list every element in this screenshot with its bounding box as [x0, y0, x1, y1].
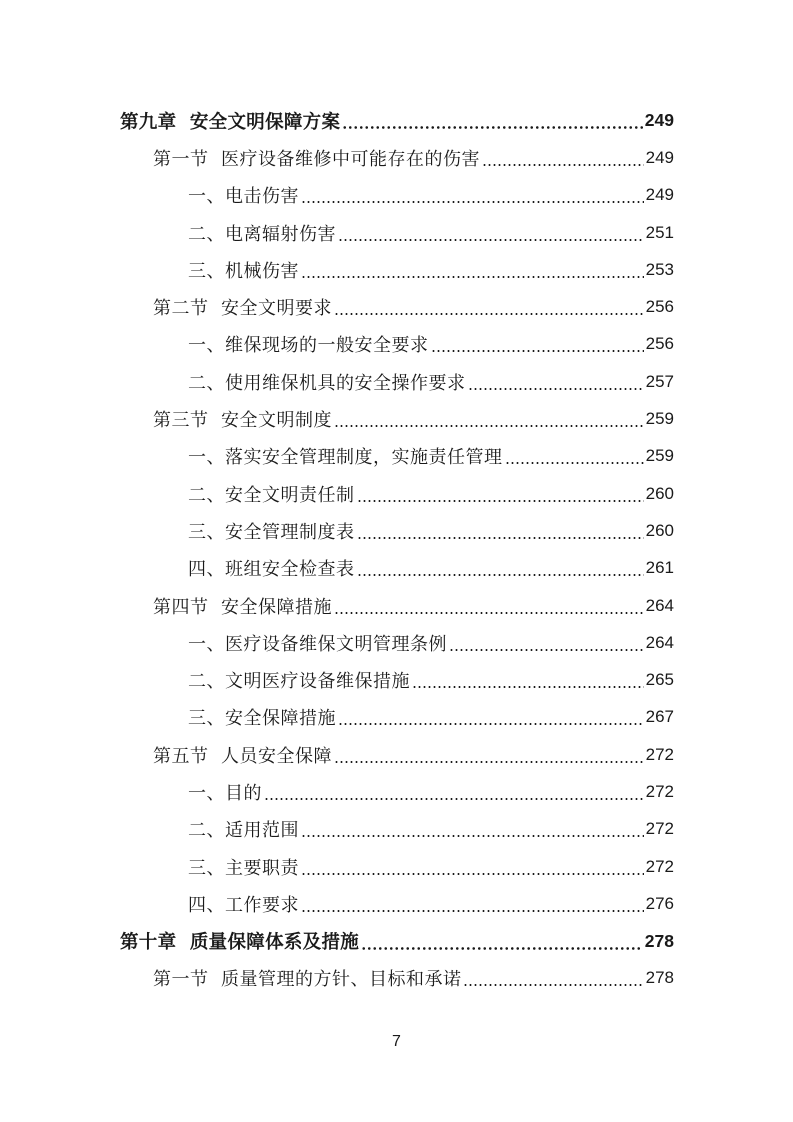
toc-entry-subsection[interactable] — [0, 550, 793, 587]
toc-entry-page-number: 259 — [645, 409, 674, 429]
toc-entry-title: 三、安全保障措施 — [188, 708, 336, 730]
toc-entry-title: 第二节 安全文明要求 — [153, 298, 332, 320]
toc-entry-title: 一、落实安全管理制度，实施责任管理 — [188, 447, 503, 469]
toc-entry-page-number: 249 — [645, 185, 674, 205]
toc-entry-title: 三、安全管理制度表 — [188, 521, 355, 543]
toc-entry-title: 一、医疗设备维保文明管理条例 — [188, 633, 447, 655]
toc-entry-subsection[interactable] — [0, 251, 793, 288]
toc-dot-leader — [338, 723, 644, 725]
toc-dot-leader — [301, 276, 644, 278]
toc-entry-page-number: 264 — [645, 632, 674, 652]
page-number: 7 — [392, 1033, 401, 1050]
toc-entry-section[interactable] — [0, 736, 793, 773]
toc-entry-page-number: 265 — [645, 670, 674, 690]
toc-dot-leader — [482, 164, 644, 166]
toc-entry-page-number: 249 — [645, 147, 674, 167]
toc-entry-page-number: 272 — [645, 781, 674, 801]
toc-entry-title: 第九章 安全文明保障方案 — [120, 111, 341, 133]
toc-entry-page-number: 256 — [645, 334, 674, 354]
toc-entry-section[interactable] — [0, 139, 793, 176]
toc-entry-section[interactable] — [0, 960, 793, 997]
toc-entry-page-number: 249 — [644, 110, 674, 131]
toc-entry-chapter[interactable] — [0, 102, 793, 139]
toc-entry-subsection[interactable] — [0, 512, 793, 549]
toc-entry-page-number: 276 — [645, 893, 674, 913]
toc-entry-title: 二、使用维保机具的安全操作要求 — [188, 372, 466, 394]
toc-entry-page-number: 278 — [644, 930, 674, 951]
toc-entry-page-number: 278 — [645, 968, 674, 988]
toc-entry-subsection[interactable] — [0, 773, 793, 810]
toc-entry-page-number: 261 — [645, 558, 674, 578]
toc-entry-title: 二、电离辐射伤害 — [188, 223, 336, 245]
toc-entry-title: 二、适用范围 — [188, 820, 299, 842]
toc-entry-page-number: 251 — [645, 222, 674, 242]
toc-entry-subsection[interactable] — [0, 885, 793, 922]
toc-entry-subsection[interactable] — [0, 363, 793, 400]
toc-dot-leader — [301, 873, 644, 875]
toc-entry-title: 三、机械伤害 — [188, 260, 299, 282]
toc-entry-page-number: 272 — [645, 744, 674, 764]
toc-entry-title: 第三节 安全文明制度 — [153, 410, 332, 432]
toc-entry-title: 一、目的 — [188, 782, 262, 804]
toc-entry-page-number: 272 — [645, 819, 674, 839]
toc-entry-subsection[interactable] — [0, 475, 793, 512]
toc-entry-page-number: 256 — [645, 297, 674, 317]
toc-entry-section[interactable] — [0, 400, 793, 437]
toc-dot-leader — [334, 612, 644, 614]
toc-entry-subsection[interactable] — [0, 438, 793, 475]
toc-dot-leader — [357, 500, 644, 502]
toc-entry-title: 二、文明医疗设备维保措施 — [188, 671, 410, 693]
toc-entry-subsection[interactable] — [0, 177, 793, 214]
toc-entry-page-number: 260 — [645, 520, 674, 540]
toc-entry-subsection[interactable] — [0, 699, 793, 736]
toc-entry-title: 四、班组安全检查表 — [188, 559, 355, 581]
toc-entry-title: 一、电击伤害 — [188, 186, 299, 208]
toc-dot-leader — [334, 761, 644, 763]
toc-dot-leader — [342, 126, 643, 129]
toc-entry-section[interactable] — [0, 587, 793, 624]
toc-entry-subsection[interactable] — [0, 811, 793, 848]
toc-entry-title: 第一节 质量管理的方针、目标和承诺 — [153, 969, 462, 991]
toc-entry-title: 第四节 安全保障措施 — [153, 596, 332, 618]
table-of-contents — [0, 102, 793, 997]
toc-dot-leader — [301, 835, 644, 837]
toc-entry-title: 第十章 质量保障体系及措施 — [120, 932, 360, 954]
toc-dot-leader — [463, 984, 643, 986]
toc-entry-page-number: 253 — [645, 259, 674, 279]
toc-entry-title: 四、工作要求 — [188, 894, 299, 916]
toc-entry-subsection[interactable] — [0, 661, 793, 698]
toc-entry-subsection[interactable] — [0, 326, 793, 363]
toc-dot-leader — [357, 574, 644, 576]
toc-dot-leader — [334, 313, 644, 315]
toc-entry-subsection[interactable] — [0, 848, 793, 885]
toc-dot-leader — [264, 798, 644, 800]
toc-entry-subsection[interactable] — [0, 214, 793, 251]
toc-entry-page-number: 257 — [645, 371, 674, 391]
toc-dot-leader — [431, 350, 644, 352]
toc-entry-page-number: 264 — [645, 595, 674, 615]
toc-entry-title: 三、主要职责 — [188, 857, 299, 879]
toc-entry-title: 第一节 医疗设备维修中可能存在的伤害 — [153, 148, 480, 170]
toc-dot-leader — [334, 425, 644, 427]
toc-entry-page-number: 272 — [645, 856, 674, 876]
toc-dot-leader — [301, 201, 644, 203]
toc-entry-page-number: 259 — [645, 446, 674, 466]
toc-dot-leader — [338, 239, 644, 241]
toc-dot-leader — [357, 537, 644, 539]
toc-dot-leader — [412, 686, 644, 688]
toc-entry-title: 一、维保现场的一般安全要求 — [188, 335, 429, 357]
toc-entry-page-number: 260 — [645, 483, 674, 503]
toc-dot-leader — [301, 910, 644, 912]
toc-dot-leader — [361, 947, 643, 950]
toc-dot-leader — [449, 649, 644, 651]
toc-entry-subsection[interactable] — [0, 624, 793, 661]
toc-entry-chapter[interactable] — [0, 923, 793, 960]
toc-entry-title: 二、安全文明责任制 — [188, 484, 355, 506]
toc-dot-leader — [505, 462, 644, 464]
toc-entry-section[interactable] — [0, 288, 793, 325]
toc-entry-page-number: 267 — [645, 707, 674, 727]
toc-dot-leader — [468, 388, 644, 390]
toc-entry-title: 第五节 人员安全保障 — [153, 745, 332, 767]
